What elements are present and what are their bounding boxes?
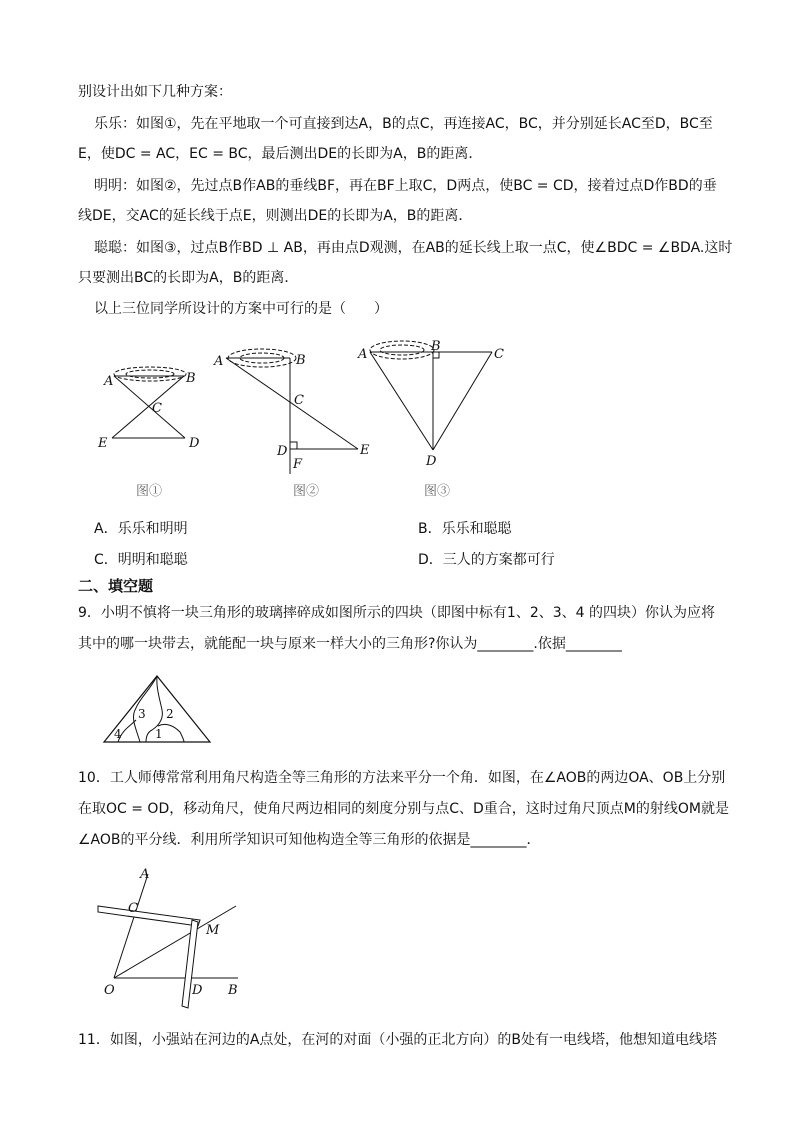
option-b[interactable]: B．乐乐和聪聪 <box>418 521 512 537</box>
fig2-label-c: C <box>294 393 304 408</box>
q8-mingming-line1: 明明：如图②，先过点B作AB的垂线BF，再在BF上取C，D两点，使BC = CD，接着过点D作BD的垂 <box>94 178 717 194</box>
q8-mingming-line2: 线DE，交AC的延长线于点E，则测出DE的长即为A，B的距离． <box>78 208 473 224</box>
option-a[interactable]: A．乐乐和明明 <box>94 521 188 537</box>
fig2-label-a: A <box>214 354 224 369</box>
fig2-right-angle-mark <box>290 442 297 449</box>
fig3-label-b: B <box>431 339 441 354</box>
q10-angle-ruler-figure <box>92 862 252 1012</box>
q8-congcong-line1: 聪聪：如图③，过点B作BD ⊥ AB，再由点D观测，在AB的延长线上取一点C，使∠BDC = ∠BDA.这时 <box>94 240 733 256</box>
q9-line1: 9．小明不慎将一块三角形的玻璃摔碎成如图所示的四块（即图中标有1、2、3、4 的四块）你认为应将 <box>78 605 715 621</box>
q10-ruler-arm-1 <box>98 906 200 926</box>
q9-broken-triangle-figure <box>100 670 216 746</box>
figure-1 <box>92 352 222 502</box>
fig1-dashed-ellipse <box>114 367 186 381</box>
fig3-label-d: D <box>426 454 437 469</box>
q10-label-o: O <box>104 983 115 998</box>
fig1-label-a: A <box>104 374 114 389</box>
q9-line2: 其中的哪一块带去，就能配一块与原来一样大小的三角形?你认为________.依据________ <box>78 636 622 652</box>
q9-piece-4: 4 <box>114 727 122 741</box>
fig3-label-a: A <box>358 347 368 362</box>
q9-piece-2: 2 <box>166 707 174 721</box>
fig3-segment-ad <box>370 352 433 450</box>
q10-line3: ∠AOB的平分线．利用所学知识可知他构造全等三角形的依据是________． <box>78 832 541 848</box>
fig1-label-c: C <box>152 401 162 416</box>
fig3-label-c: C <box>494 347 504 362</box>
section-title-fill-in: 二、填空题 <box>78 577 154 595</box>
q10-label-a: A <box>140 867 150 882</box>
q10-line2: 在取OC = OD，移动角尺，使角尺两边相同的刻度分别与点C、D重合，这时过角尺顶点M的射线OM就是 <box>78 801 729 817</box>
q8-lele-line1: 乐乐：如图①，先在平地取一个可直接到达A，B的点C，再连接AC，BC，并分别延长AC至D，BC至 <box>94 116 713 132</box>
q10-label-c: C <box>128 901 138 916</box>
q9-piece-1: 1 <box>155 727 163 741</box>
fig3-segment-cd <box>433 352 492 450</box>
figure-3 <box>352 338 522 502</box>
fig2-label-d: D <box>277 444 288 459</box>
fig3-caption: 图③ <box>424 484 451 499</box>
option-d[interactable]: D．三人的方案都可行 <box>418 552 555 568</box>
q10-line1: 10．工人师傅常常利用角尺构造全等三角形的方法来平分一个角．如图，在∠AOB的两边OA、OB上分别 <box>78 770 726 786</box>
q8-question: 以上三位同学所设计的方案中可行的是（ ） <box>94 301 388 317</box>
fig3-dashed-ellipse-inner <box>380 345 424 355</box>
q8-congcong-line2: 只要测出BC的长即为A，B的距离． <box>78 270 299 286</box>
option-c[interactable]: C．明明和聪聪 <box>94 552 188 568</box>
q10-label-b: B <box>228 983 238 998</box>
q9-piece-3: 3 <box>138 707 146 721</box>
fig1-label-d: D <box>189 436 200 451</box>
q8-intro: 别设计出如下几种方案： <box>78 84 232 100</box>
fig2-label-b: B <box>296 353 306 368</box>
fig1-segment-be <box>112 376 184 438</box>
q10-ray-oa <box>114 874 148 978</box>
fig2-label-f: F <box>293 457 303 472</box>
fig1-label-e: E <box>98 436 108 451</box>
fig1-dashed-ellipse-inner <box>126 370 174 378</box>
fig1-caption: 图① <box>136 484 163 499</box>
fig2-caption: 图② <box>293 484 320 499</box>
fig2-label-e: E <box>360 443 370 458</box>
q10-label-d: D <box>192 983 203 998</box>
fig2-segment-ae <box>226 358 358 449</box>
q11-line1: 11．如图，小强站在河边的A点处，在河的对面（小强的正北方向）的B处有一电线塔，他想知道电线塔 <box>78 1032 717 1048</box>
fig1-segment-ad <box>114 376 185 438</box>
fig1-label-b: B <box>186 371 196 386</box>
q10-label-m: M <box>206 923 220 938</box>
q8-lele-line2: E，使DC = AC，EC = BC，最后测出DE的长即为A，B的距离． <box>78 146 483 162</box>
